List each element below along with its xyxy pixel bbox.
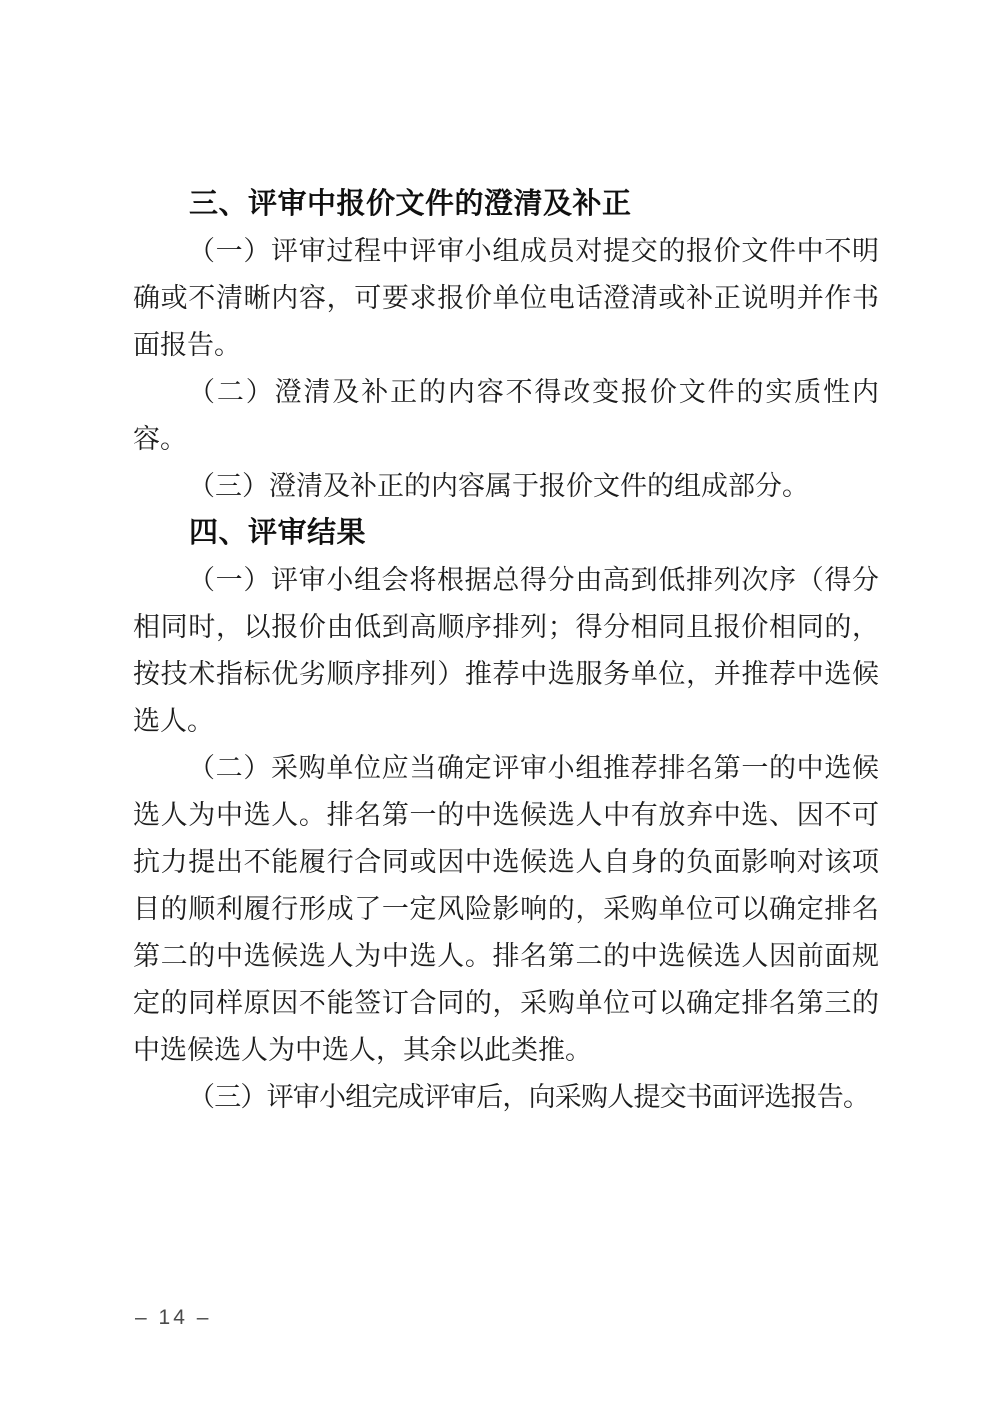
section-heading-review-result: 四、评审结果 [189,517,367,549]
paragraph: （一）评审过程中评审小组成员对提交的报价文件中不明确或不清晰内容，可要求报价单位电话澄清或补正说明并作书面报告。 [133,236,879,360]
paragraph: （二）澄清及补正的内容不得改变报价文件的实质性内容。 [133,377,879,454]
document-body [133,181,879,1121]
paragraph: （一）评审小组会将根据总得分由高到低排列次序（得分相同时，以报价由低到高顺序排列；得分相同且报价相同的，按技术指标优劣顺序排列）推荐中选服务单位，并推荐中选候选人。 [133,565,879,736]
page-number: – 14 – [135,1306,212,1329]
paragraph: （三）澄清及补正的内容属于报价文件的组成部分。 [188,471,809,501]
paragraph: （二）采购单位应当确定评审小组推荐排名第一的中选候选人为中选人。排名第一的中选候选人中有放弃中选、因不可抗力提出不能履行合同或因中选候选人自身的负面影响对该项目的顺利履行形成了一定风险影响的，采购单位可以确定排名第二的中选候选人为中选人。排名第二的中选候选人因前面规定的同样原因不能签订合同的，采购单位可以确定排名第三的中选候选人为中选人，其余以此类推。 [133,753,879,1065]
paragraph: （三）评审小组完成评审后，向采购人提交书面评选报告。 [188,1082,870,1112]
section-heading-clarification: 三、评审中报价文件的澄清及补正 [189,188,632,220]
